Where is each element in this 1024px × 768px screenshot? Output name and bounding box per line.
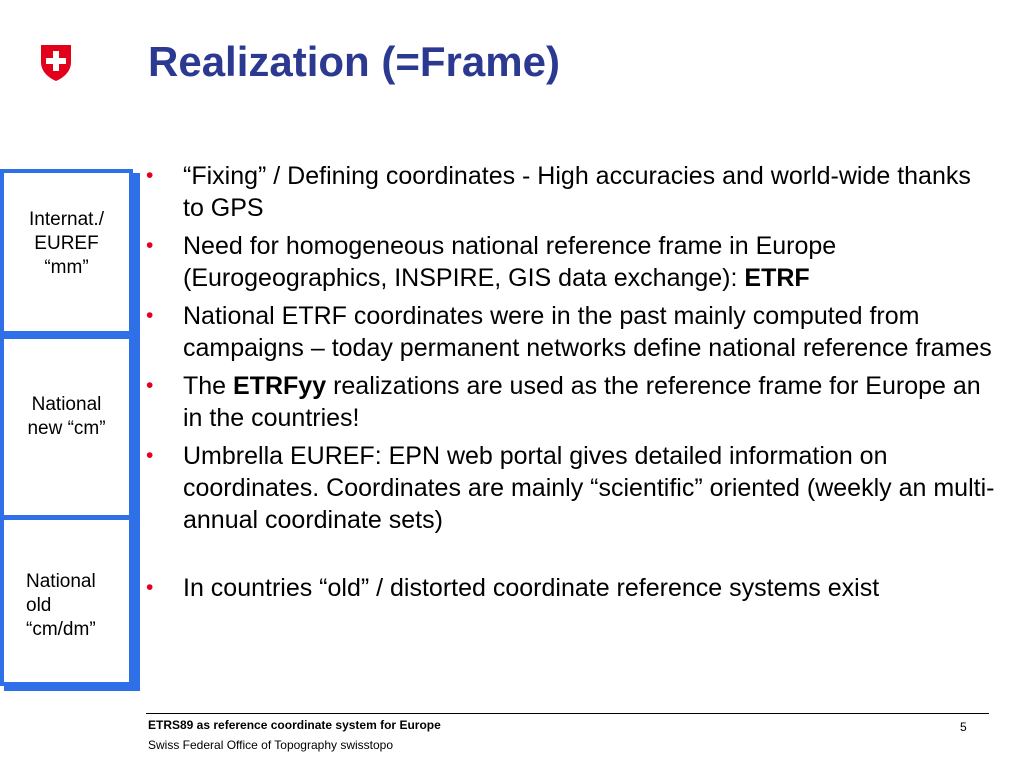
box-label-line: National [26, 571, 96, 592]
box-label-line: new “cm” [27, 418, 106, 439]
box-label-line: Internat./ [29, 209, 104, 230]
box-label-line: National [31, 394, 102, 415]
bullet-text: The [183, 372, 234, 400]
box-label-line: EUREF [34, 233, 99, 254]
bullet-text: Umbrella EUREF: EPN web portal gives detailed information on coordinates. Coordinates are mainly “scientific” oriented (weekly an multi-annual coordinate sets) [183, 442, 995, 534]
bullet-item [146, 370, 996, 434]
footer-divider [146, 713, 989, 714]
bullet-list [146, 160, 996, 610]
bullet-text: In countries “old” / distorted coordinate reference systems exist [183, 574, 880, 602]
box-national-new [0, 335, 133, 519]
bullet-text: “Fixing” / Defining coordinates - High accuracies and world-wide thanks to GPS [183, 162, 971, 222]
box-label-line: old [26, 595, 52, 616]
bullet-bold-text: ETRF [744, 264, 810, 292]
box-national-old [0, 516, 133, 686]
box-label-line: “cm/dm” [26, 619, 96, 640]
bullet-marker: • [146, 444, 154, 467]
bullet-marker: • [146, 374, 154, 397]
bullet-item [146, 300, 996, 364]
bullet-marker: • [146, 304, 154, 327]
footer-title: ETRS89 as reference coordinate system for Europe [148, 718, 441, 732]
page-number: 5 [960, 720, 967, 734]
bullet-marker: • [146, 576, 154, 599]
bullet-marker: • [146, 234, 154, 257]
bullet-item [146, 160, 996, 224]
box-label-line: “mm” [44, 257, 89, 278]
box-internat-euref [0, 169, 133, 335]
bullet-item [146, 572, 996, 604]
bullet-marker: • [146, 164, 154, 187]
bullet-text: Need for homogeneous national reference frame in Europe (Eurogeographics, INSPIRE, GIS data exchange): [183, 232, 837, 292]
bullet-item [146, 230, 996, 294]
slide-title: Realization (=Frame) [148, 38, 560, 85]
bullet-text: realizations are used as the reference frame for Europe an in the countries! [183, 372, 981, 432]
footer-organization: Swiss Federal Office of Topography swisstopo [148, 738, 394, 752]
box-shadow-bottom [4, 686, 140, 691]
swiss-cross-shield-icon [38, 42, 74, 82]
box-shadow-right [133, 173, 140, 688]
bullet-text: National ETRF coordinates were in the past mainly computed from campaigns – today permanent networks define national reference frames [183, 302, 992, 362]
bullet-item [146, 440, 996, 536]
bullet-bold-text: ETRFyy [233, 372, 327, 400]
